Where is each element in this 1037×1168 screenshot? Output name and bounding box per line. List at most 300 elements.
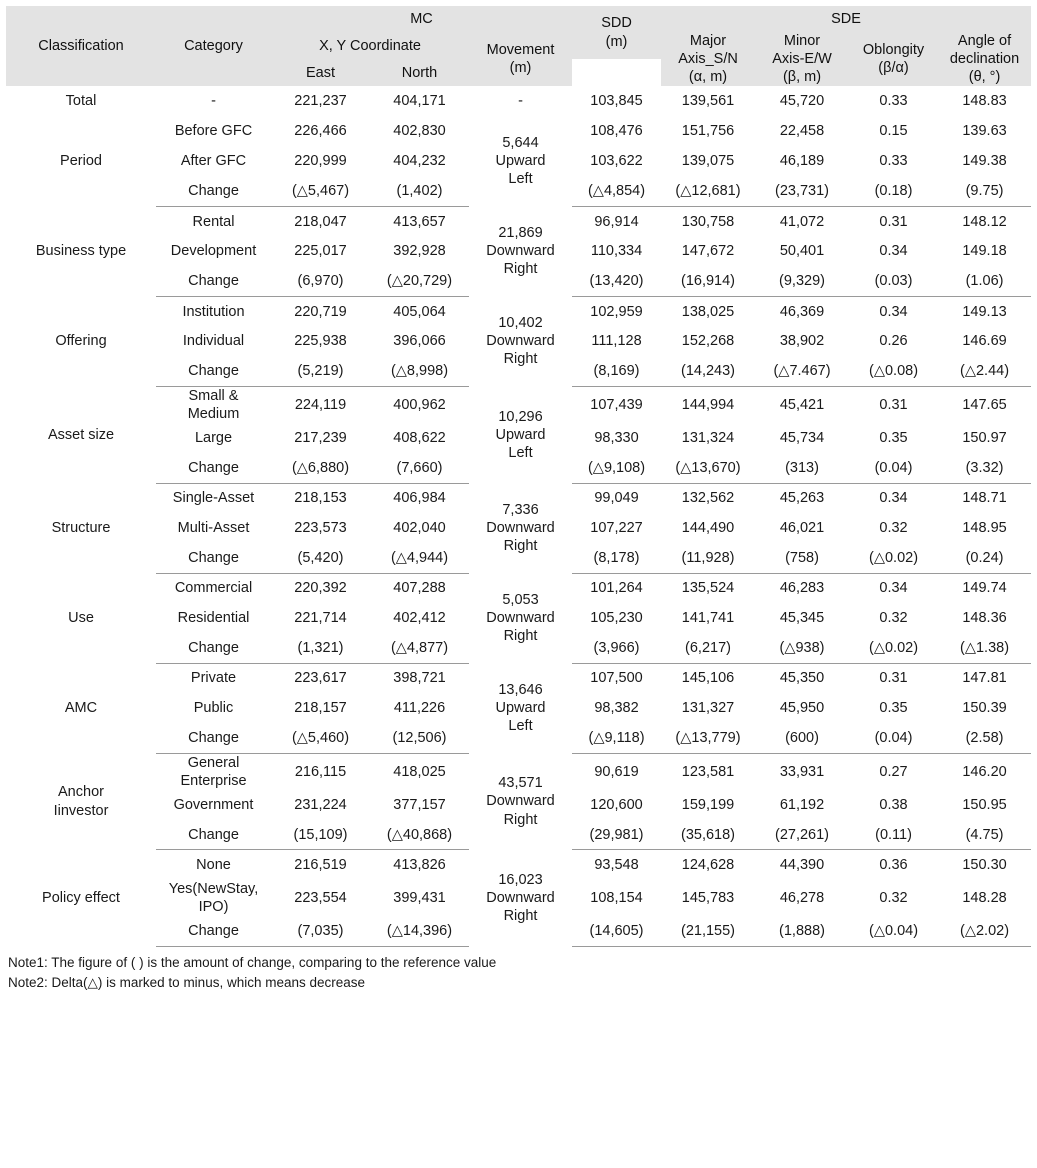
cell-oblongity: 0.32 (879, 889, 908, 906)
col-east: East (271, 59, 370, 86)
cell-north: 407,288 (393, 580, 446, 597)
cell-angle: 146.20 (962, 763, 1007, 780)
row-classification: Asset size (47, 426, 115, 443)
col-angle-line3: (θ, °) (968, 69, 1001, 86)
cell-oblongity: 0.32 (879, 610, 908, 627)
table-body (6, 86, 1031, 946)
cell-movement: - (518, 93, 523, 110)
cell-angle: 149.13 (962, 303, 1007, 320)
cell-sdd: 101,264 (590, 580, 643, 597)
cell-minor: (9,329) (755, 266, 849, 296)
movement-direction-h: Right (503, 811, 538, 828)
cell-sdd: 107,500 (590, 670, 643, 687)
statistics-table (6, 6, 1031, 947)
movement-distance: 21,869 (498, 225, 543, 242)
category-line1: Yes(NewStay, (168, 880, 259, 897)
cell-minor: (313) (755, 453, 849, 483)
cell-east: (5,219) (271, 356, 370, 386)
cell-minor: 45,720 (779, 93, 825, 110)
cell-minor: 46,278 (779, 889, 825, 906)
cell-oblongity: 0.34 (879, 243, 908, 260)
cell-oblongity: (0.04) (849, 723, 938, 753)
cell-sdd: 93,548 (594, 857, 639, 874)
cell-east: 223,573 (294, 520, 347, 537)
cell-east: (5,420) (271, 543, 370, 573)
cell-east: (△5,467) (271, 176, 370, 206)
cell-north: (△4,944) (370, 543, 469, 573)
note-1: Note1: The figure of ( ) is the amount of change, comparing to the reference value (8, 954, 497, 970)
row-category: Individual (182, 333, 245, 350)
cell-north: (7,660) (370, 453, 469, 483)
cell-sdd: (△9,108) (572, 453, 661, 483)
col-sdd (572, 6, 661, 59)
cell-minor: 38,902 (779, 333, 825, 350)
row-classification: Use (68, 610, 94, 627)
cell-east: 223,554 (294, 889, 347, 906)
cell-sdd: 120,600 (590, 796, 643, 813)
cell-angle: 148.95 (962, 520, 1007, 537)
row-category: Single-Asset (172, 490, 255, 507)
cell-angle: 148.83 (962, 93, 1007, 110)
cell-north: 405,064 (393, 303, 446, 320)
table-row (6, 206, 1031, 236)
cell-major: 138,025 (681, 303, 735, 320)
cell-oblongity: (△0.02) (849, 633, 938, 663)
movement-distance: 13,646 (498, 681, 543, 698)
row-classification: Structure (51, 520, 111, 537)
cell-major: (11,928) (661, 543, 755, 573)
table-row (6, 663, 1031, 693)
movement-direction-h: Right (503, 538, 538, 555)
cell-angle: 148.28 (962, 889, 1007, 906)
cell-north: 399,431 (393, 889, 446, 906)
movement-direction-v: Upward (495, 700, 546, 717)
cell-sdd: (△4,854) (572, 176, 661, 206)
row-classification (6, 753, 156, 850)
cell-oblongity: (△0.04) (849, 916, 938, 946)
cell-minor: 46,021 (779, 520, 825, 537)
col-angle-line2: declination (949, 51, 1020, 68)
cell-east: 218,157 (294, 700, 347, 717)
row-category: None (196, 857, 231, 874)
cell-east: 221,714 (294, 610, 347, 627)
col-major-line1: Major (689, 33, 727, 49)
cell-north: 392,928 (393, 243, 446, 260)
row-category: After GFC (180, 153, 247, 170)
cell-minor: 41,072 (779, 213, 825, 230)
movement-direction-h: Left (508, 171, 533, 188)
row-category: Change (156, 176, 271, 206)
movement-distance: 10,296 (498, 408, 543, 425)
col-oblongity-line2: (β/α) (878, 60, 909, 77)
cell-sdd: 96,914 (594, 213, 639, 230)
row-classification: Total (65, 93, 97, 110)
cell-east: (△5,460) (271, 723, 370, 753)
cell-movement (469, 753, 572, 850)
cell-angle: 148.36 (962, 610, 1007, 627)
cell-sdd: (14,605) (572, 916, 661, 946)
cell-north: 408,622 (393, 430, 446, 447)
cell-oblongity: 0.34 (879, 303, 908, 320)
row-category: Residential (177, 610, 250, 627)
col-oblongity (849, 32, 938, 86)
movement-direction-v: Downward (486, 793, 555, 810)
table-row (6, 850, 1031, 880)
cell-east: 220,719 (294, 303, 347, 320)
cell-sdd: 103,622 (590, 153, 643, 170)
classification-line2: Iinvestor (53, 802, 109, 819)
cell-east: 218,153 (294, 490, 347, 507)
cell-east: 231,224 (294, 796, 347, 813)
cell-north: 402,040 (393, 520, 446, 537)
classification-line1: Anchor (58, 784, 104, 801)
cell-oblongity: (△0.08) (849, 356, 938, 386)
movement-distance: 5,644 (502, 135, 539, 152)
cell-minor: 50,401 (779, 243, 825, 260)
cell-major: 123,581 (681, 763, 735, 780)
table-row (6, 573, 1031, 603)
cell-major: (16,914) (661, 266, 755, 296)
row-category: - (211, 93, 216, 110)
row-category: Change (156, 543, 271, 573)
cell-angle: 150.95 (962, 796, 1007, 813)
cell-north: (1,402) (370, 176, 469, 206)
col-minor-line2: Axis-E/W (772, 51, 832, 68)
cell-minor: 22,458 (779, 123, 825, 140)
note-2: Note2: Delta(△) is marked to minus, which means decrease (8, 974, 366, 990)
cell-oblongity: 0.36 (879, 857, 908, 874)
row-classification: Period (60, 153, 102, 170)
cell-north: 402,830 (393, 123, 446, 140)
cell-sdd: 103,845 (590, 93, 643, 110)
cell-angle: 149.74 (962, 580, 1007, 597)
cell-sdd: (3,966) (572, 633, 661, 663)
cell-major: 131,327 (681, 700, 735, 717)
category-line2: IPO) (198, 899, 229, 915)
cell-oblongity: 0.35 (879, 700, 908, 717)
cell-minor: 44,390 (779, 857, 825, 874)
row-category: Multi-Asset (177, 520, 250, 537)
category-line1: General (187, 754, 240, 771)
cell-oblongity: 0.27 (879, 763, 908, 780)
cell-major: 131,324 (681, 430, 735, 447)
cell-major: 139,561 (681, 93, 735, 110)
cell-east: (7,035) (271, 916, 370, 946)
row-category: Private (190, 670, 237, 687)
cell-major: (△13,779) (661, 723, 755, 753)
cell-sdd: 98,382 (594, 700, 639, 717)
movement-direction-v: Downward (486, 610, 555, 627)
cell-oblongity: 0.33 (879, 153, 908, 170)
cell-north: 377,157 (393, 796, 446, 813)
cell-movement (469, 386, 572, 483)
cell-major: 152,268 (681, 333, 735, 350)
cell-angle: (0.24) (938, 543, 1031, 573)
cell-angle: 150.97 (962, 430, 1007, 447)
movement-distance: 5,053 (502, 591, 539, 608)
cell-north: 404,232 (393, 153, 446, 170)
cell-oblongity: 0.32 (879, 520, 908, 537)
cell-north: 411,226 (393, 700, 446, 717)
cell-oblongity: 0.34 (879, 490, 908, 507)
movement-direction-v: Downward (486, 243, 555, 260)
row-category: Change (156, 266, 271, 296)
row-classification: AMC (64, 700, 98, 717)
col-group-xy: X, Y Coordinate (271, 32, 469, 59)
row-category: Rental (192, 213, 235, 230)
cell-north: 413,657 (393, 213, 446, 230)
cell-north: (△40,868) (370, 820, 469, 850)
cell-minor: 46,189 (779, 153, 825, 170)
movement-direction-h: Right (503, 261, 538, 278)
cell-east: 225,017 (294, 243, 347, 260)
cell-north: (△14,396) (370, 916, 469, 946)
cell-sdd: 108,154 (590, 889, 643, 906)
col-movement (469, 32, 572, 86)
cell-angle: 149.38 (962, 153, 1007, 170)
cell-angle: 147.65 (962, 396, 1007, 413)
cell-sdd: (△9,118) (572, 723, 661, 753)
cell-minor: 61,192 (779, 796, 825, 813)
cell-oblongity: 0.31 (879, 213, 908, 230)
col-category: Category (156, 6, 271, 86)
cell-movement (469, 116, 572, 206)
row-category: Change (156, 820, 271, 850)
cell-sdd: 90,619 (594, 763, 639, 780)
cell-oblongity: 0.33 (879, 93, 908, 110)
category-line2: Medium (187, 406, 240, 422)
cell-major: 124,628 (681, 857, 735, 874)
cell-east: (1,321) (271, 633, 370, 663)
cell-angle: (2.58) (938, 723, 1031, 753)
cell-sdd: (8,169) (572, 356, 661, 386)
cell-major: (△12,681) (661, 176, 755, 206)
cell-sdd: 102,959 (590, 303, 643, 320)
category-line1: Small & (188, 387, 239, 404)
cell-sdd: 99,049 (594, 490, 639, 507)
cell-minor: (△7.467) (755, 356, 849, 386)
cell-angle: 146.69 (962, 333, 1007, 350)
cell-major: 151,756 (681, 123, 735, 140)
table-row (6, 753, 1031, 790)
row-classification: Business type (35, 243, 127, 260)
col-classification: Classification (6, 6, 156, 86)
cell-north: 404,171 (393, 93, 446, 110)
col-major-line2: Axis_S/N (678, 51, 738, 68)
row-category (156, 753, 271, 790)
cell-east: 223,617 (294, 670, 347, 687)
cell-east: 224,119 (294, 396, 347, 413)
cell-east: 217,239 (294, 430, 347, 447)
cell-minor: (23,731) (755, 176, 849, 206)
movement-direction-v: Downward (486, 520, 555, 537)
col-angle-line1: Angle of (957, 33, 1012, 49)
cell-sdd: 110,334 (590, 243, 643, 260)
cell-north: 396,066 (393, 333, 446, 350)
cell-east: 225,938 (294, 333, 347, 350)
cell-east: 220,999 (294, 153, 347, 170)
row-category: Institution (182, 303, 245, 320)
cell-angle: 149.18 (962, 243, 1007, 260)
cell-angle: (4.75) (938, 820, 1031, 850)
table-notes (6, 953, 1031, 994)
row-category (156, 386, 271, 423)
cell-major: (14,243) (661, 356, 755, 386)
col-major-axis (661, 32, 755, 86)
cell-minor: (600) (755, 723, 849, 753)
movement-distance: 43,571 (498, 775, 543, 792)
cell-movement (469, 296, 572, 386)
table-row (6, 386, 1031, 423)
cell-major: 159,199 (681, 796, 735, 813)
movement-distance: 7,336 (502, 501, 539, 518)
table-row (6, 116, 1031, 146)
cell-east: (△6,880) (271, 453, 370, 483)
cell-north: (△4,877) (370, 633, 469, 663)
row-category: Commercial (174, 580, 253, 597)
cell-major: 144,994 (681, 396, 735, 413)
cell-east: (15,109) (271, 820, 370, 850)
cell-east: 220,392 (294, 580, 347, 597)
row-category: Change (156, 916, 271, 946)
cell-north: 402,412 (393, 610, 446, 627)
movement-distance: 10,402 (498, 315, 543, 332)
cell-angle: (3.32) (938, 453, 1031, 483)
cell-sdd: 105,230 (590, 610, 643, 627)
cell-angle: 139.63 (962, 123, 1007, 140)
cell-oblongity: 0.35 (879, 430, 908, 447)
cell-angle: 148.12 (962, 213, 1007, 230)
movement-direction-h: Right (503, 628, 538, 645)
col-major-line3: (α, m) (688, 69, 728, 86)
cell-north: 406,984 (393, 490, 446, 507)
cell-minor: (△938) (755, 633, 849, 663)
table-row (6, 296, 1031, 326)
cell-minor: 45,350 (779, 670, 825, 687)
cell-major: 139,075 (681, 153, 735, 170)
cell-minor: 46,369 (779, 303, 825, 320)
cell-minor: 45,345 (779, 610, 825, 627)
col-movement-line2: (m) (509, 60, 532, 77)
cell-angle: 150.30 (962, 857, 1007, 874)
cell-movement (469, 850, 572, 946)
col-sdd-line1: SDD (601, 15, 632, 32)
cell-sdd: 107,439 (590, 396, 643, 413)
cell-north: (△20,729) (370, 266, 469, 296)
row-category: Government (173, 796, 254, 813)
cell-sdd: (8,178) (572, 543, 661, 573)
category-line2: Enterprise (180, 772, 247, 789)
row-category (156, 880, 271, 916)
cell-sdd: 108,476 (590, 123, 643, 140)
cell-minor: 45,734 (779, 430, 825, 447)
col-oblongity-line1: Oblongity (862, 42, 925, 59)
row-category: Development (170, 243, 257, 260)
cell-movement (469, 663, 572, 753)
col-group-sde: SDE (661, 6, 1031, 32)
cell-major: 130,758 (681, 213, 735, 230)
table-row (6, 483, 1031, 513)
cell-angle: (△1.38) (938, 633, 1031, 663)
cell-east: 226,466 (294, 123, 347, 140)
col-minor-axis (755, 32, 849, 86)
row-category: Change (156, 723, 271, 753)
col-sdd-line2: (m) (605, 33, 628, 50)
cell-sdd: 111,128 (591, 333, 642, 350)
cell-north: (△8,998) (370, 356, 469, 386)
cell-minor: (27,261) (755, 820, 849, 850)
cell-major: 144,490 (681, 520, 735, 537)
cell-major: 147,672 (681, 243, 735, 260)
cell-east: 221,237 (294, 93, 347, 110)
cell-oblongity: 0.31 (879, 670, 908, 687)
cell-sdd: (29,981) (572, 820, 661, 850)
cell-angle: (△2.44) (938, 356, 1031, 386)
cell-north: 398,721 (393, 670, 446, 687)
header-row-1 (6, 6, 1031, 32)
cell-east: 216,519 (294, 857, 347, 874)
col-minor-line3: (β, m) (782, 69, 822, 86)
movement-direction-v: Downward (486, 889, 555, 906)
cell-minor: (1,888) (755, 916, 849, 946)
cell-oblongity: (0.04) (849, 453, 938, 483)
cell-angle: (9.75) (938, 176, 1031, 206)
row-classification: Offering (55, 333, 107, 350)
cell-oblongity: (△0.02) (849, 543, 938, 573)
cell-major: (35,618) (661, 820, 755, 850)
cell-oblongity: 0.38 (879, 796, 908, 813)
cell-north: 413,826 (393, 857, 446, 874)
col-angle (938, 32, 1031, 86)
cell-north: 400,962 (393, 396, 446, 413)
cell-north: (12,506) (370, 723, 469, 753)
cell-movement (469, 573, 572, 663)
movement-direction-v: Upward (495, 426, 546, 443)
movement-distance: 16,023 (498, 871, 543, 888)
cell-minor: 45,421 (779, 396, 825, 413)
table-head (6, 6, 1031, 86)
cell-sdd: 107,227 (590, 520, 643, 537)
cell-major: (21,155) (661, 916, 755, 946)
cell-north: 418,025 (393, 763, 446, 780)
cell-movement (469, 206, 572, 296)
cell-minor: 45,950 (779, 700, 825, 717)
row-category: Public (193, 700, 234, 717)
cell-oblongity: 0.31 (879, 396, 908, 413)
movement-direction-h: Left (508, 444, 533, 461)
cell-movement (469, 483, 572, 573)
cell-major: 132,562 (681, 490, 735, 507)
cell-major: (6,217) (661, 633, 755, 663)
cell-minor: 46,283 (779, 580, 825, 597)
cell-angle: 148.71 (962, 490, 1007, 507)
cell-east: 216,115 (294, 763, 347, 780)
cell-major: 135,524 (681, 580, 735, 597)
col-minor-line1: Minor (783, 33, 821, 49)
cell-angle: 147.81 (962, 670, 1007, 687)
cell-major: 141,741 (681, 610, 735, 627)
row-category: Change (156, 633, 271, 663)
cell-oblongity: (0.03) (849, 266, 938, 296)
table-row (6, 86, 1031, 116)
cell-major: 145,783 (681, 889, 735, 906)
cell-east: (6,970) (271, 266, 370, 296)
cell-sdd: (13,420) (572, 266, 661, 296)
cell-oblongity: 0.15 (879, 123, 908, 140)
cell-minor: 33,931 (779, 763, 825, 780)
cell-major: (△13,670) (661, 453, 755, 483)
col-movement-line1: Movement (486, 42, 555, 59)
